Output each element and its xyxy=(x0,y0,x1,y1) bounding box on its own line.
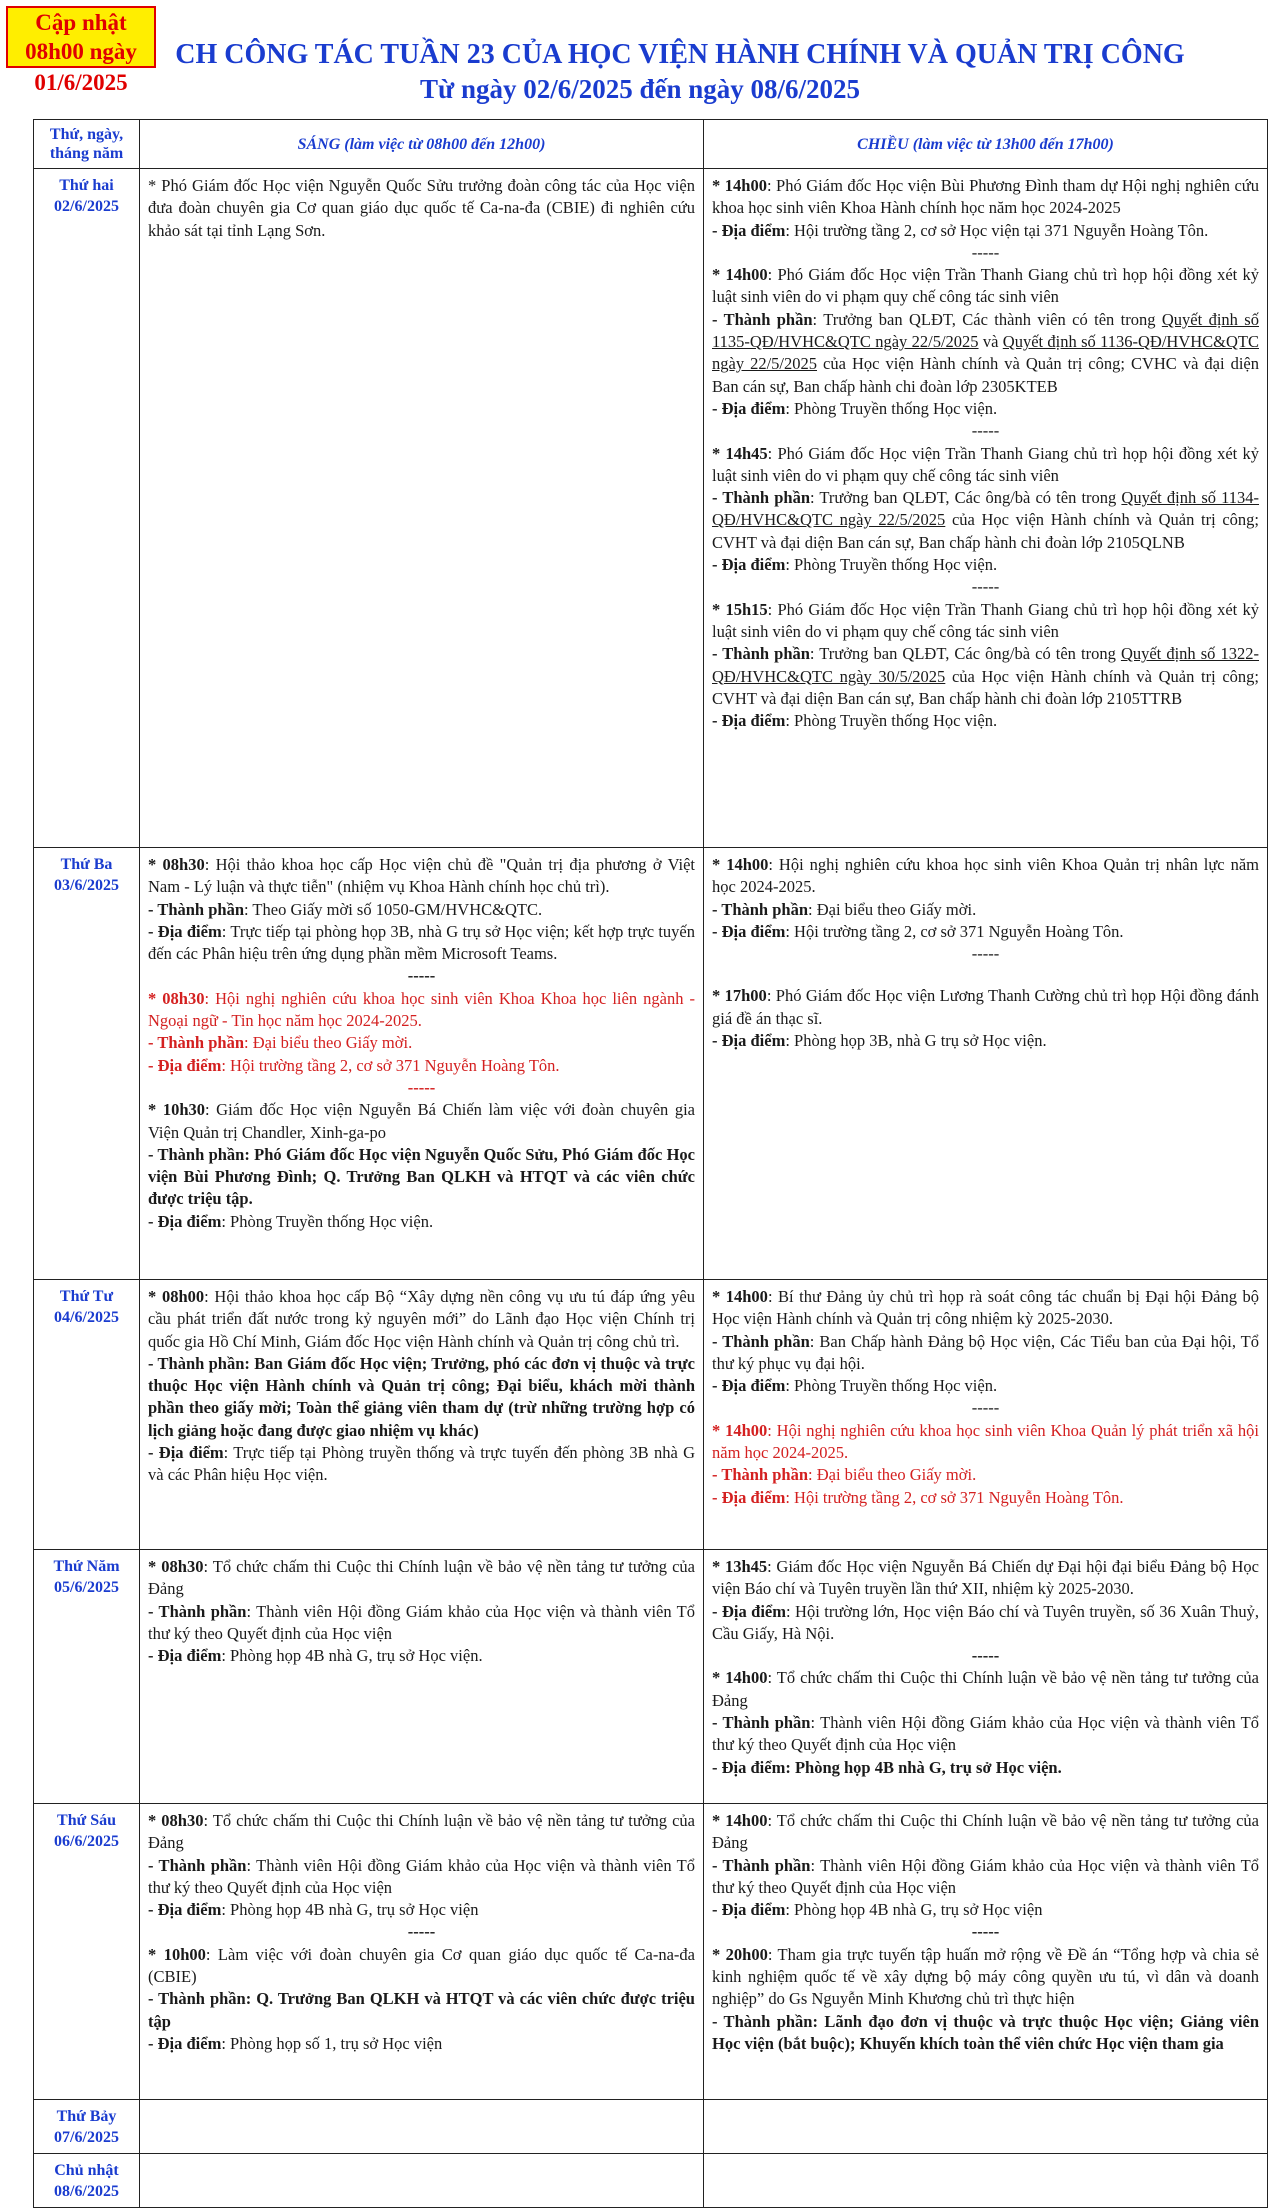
event: * 08h30: Tổ chức chấm thi Cuộc thi Chính luận về bảo vệ nền tảng tư tưởng của Đảng - Thành phần: Thành viên Hội đồng Giám khảo của Học viện và thành viên Tổ thư ký theo Quyết định của Học viện - Địa điểm: Phòng họp 4B nhà G, trụ sở Học viện. xyxy=(148,1557,696,1666)
page-subtitle: Từ ngày 02/6/2025 đến ngày 08/6/2025 xyxy=(419,74,860,104)
event: * 14h45: Phó Giám đốc Học viện Trần Thanh Giang chủ trì họp hội đồng xét kỷ luật sinh viên do vi phạm quy chế công tác sinh viên - Thành phần: Trưởng ban QLĐT, Các ông/bà có tên trong Quyết định số 1134-QĐ/HVHC&QTC ngày 22/5/2025 của Học viện Hành chính và Quản trị công; CVHT và đại diện Ban cán sự, Ban chấp hành chi đoàn lớp 2105QLNB - Địa điểm: Phòng Truyền thống Học viện. xyxy=(712,443,1260,575)
page-title: CH CÔNG TÁC TUẦN 23 CỦA HỌC VIỆN HÀNH CHÍNH VÀ QUẢN TRỊ CÔNG xyxy=(175,39,1185,70)
afternoon-cell xyxy=(704,169,1268,848)
event: * 14h00: Tổ chức chấm thi Cuộc thi Chính luận về bảo vệ nền tảng tư tưởng của Đảng - Thành phần: Thành viên Hội đồng Giám khảo của Học viện và thành viên Tổ thư ký theo Quyết định của Học viện - Địa điểm: Phòng họp 4B nhà G, trụ sở Học viện. xyxy=(712,1668,1260,1777)
badge-line-2: 08h00 ngày xyxy=(6,37,156,68)
morning-cell xyxy=(140,1804,704,2100)
afternoon-cell xyxy=(704,1804,1268,2100)
afternoon-cell xyxy=(704,2154,1268,2208)
column-header-morning: SÁNG (làm việc từ 08h00 đến 12h00) xyxy=(140,120,704,169)
event: * 14h00: Bí thư Đảng ủy chủ trì họp rà soát công tác chuẩn bị Đại hội Đảng bộ Học viện Hành chính và Quản trị công nhiệm kỳ 2025-2030. - Thành phần: Ban Chấp hành Đảng bộ Học viện, Các Tiểu ban của Đại hội, Tổ thư ký phục vụ đại hội. - Địa điểm: Phòng Truyền thống Học viện. xyxy=(712,1287,1259,1396)
separator: ----- xyxy=(971,944,1000,964)
separator: ----- xyxy=(407,1077,436,1097)
day-cell: Thứ Năm 05/6/2025 xyxy=(34,1550,140,1804)
event: * 08h30: Tổ chức chấm thi Cuộc thi Chính luận về bảo vệ nền tảng tư tưởng của Đảng - Thành phần: Thành viên Hội đồng Giám khảo của Học viện và thành viên Tổ thư ký theo Quyết định của Học viện - Địa điểm: Phòng họp 4B nhà G, trụ sở Học viện xyxy=(148,1811,696,1920)
badge-line-3: 01/6/2025 xyxy=(34,70,128,95)
morning-cell xyxy=(140,2154,704,2208)
day-cell: Thứ hai 02/6/2025 xyxy=(34,169,140,848)
event: * 14h00: Phó Giám đốc Học viện Trần Thanh Giang chủ trì họp hội đồng xét kỷ luật sinh viên do vi phạm quy chế công tác sinh viên - Thành phần: Trưởng ban QLĐT, Các thành viên có tên trong Quyết định số 1135-QĐ/HVHC&QTC ngày 22/5/2025 và Quyết định số 1136-QĐ/HVHC&QTC ngày 22/5/2025 của Học viện Hành chính và Quản trị công; CVHC và đại diện Ban cán sự, Ban chấp hành chi đoàn lớp 2305KTEB - Địa điểm: Phòng Truyền thống Học viện. xyxy=(712,265,1259,418)
day-row-wednesday xyxy=(34,1280,1268,1550)
day-cell: Thứ Ba 03/6/2025 xyxy=(34,848,140,1280)
schedule-table xyxy=(33,119,1268,2208)
decision-link[interactable]: Quyết định số 1135-QĐ/HVHC&QTC ngày 22/5/2025 xyxy=(712,309,1259,352)
day-cell: Chủ nhật 08/6/2025 xyxy=(34,2154,140,2208)
decision-link[interactable]: Quyết định số 1322-QĐ/HVHC&QTC ngày 30/5/2025 xyxy=(712,644,1260,686)
morning-cell xyxy=(140,1280,704,1550)
event: * Phó Giám đốc Học viện Nguyễn Quốc Sửu trưởng đoàn công tác của Học viện đưa đoàn chuyên gia Cơ quan giáo dục quốc tế Ca-na-đa (CBIE) đi nghiên cứu khảo sát tại tỉnh Lạng Sơn. xyxy=(148,176,695,240)
event: * 14h00: Phó Giám đốc Học viện Bùi Phương Đình tham dự Hội nghị nghiên cứu khoa học sinh viên Khoa Hành chính học năm học 2024-2025 - Địa điểm: Hội trường tầng 2, cơ sở Học viện tại 371 Nguyễn Hoàng Tôn. xyxy=(712,176,1259,240)
afternoon-cell xyxy=(704,848,1268,1280)
event: * 14h00: Tổ chức chấm thi Cuộc thi Chính luận về bảo vệ nền tảng tư tưởng của Đảng - Thành phần: Thành viên Hội đồng Giám khảo của Học viện và thành viên Tổ thư ký theo Quyết định của Học viện - Địa điểm: Phòng họp 4B nhà G, trụ sở Học viện xyxy=(712,1811,1260,1920)
afternoon-cell xyxy=(704,1550,1268,1804)
event: * 15h15: Phó Giám đốc Học viện Trần Thanh Giang chủ trì họp hội đồng xét kỷ luật sinh viên do vi phạm quy chế công tác sinh viên - Thành phần: Trưởng ban QLĐT, Các ông/bà có tên trong Quyết định số 1322-QĐ/HVHC&QTC ngày 30/5/2025 của Học viện Hành chính và Quản trị công; CVHT và đại diện Ban cán sự, Ban chấp hành chi đoàn lớp 2105TTRB - Địa điểm: Phòng Truyền thống Học viện. xyxy=(712,599,1260,731)
decision-link[interactable]: Quyết định số 1134-QĐ/HVHC&QTC ngày 22/5/2025 xyxy=(712,488,1260,530)
afternoon-cell xyxy=(704,1280,1268,1550)
day-row-saturday xyxy=(34,2100,1268,2154)
page-header xyxy=(0,38,1280,106)
separator: ----- xyxy=(971,1922,1000,1942)
event-highlighted: * 14h00: Hội nghị nghiên cứu khoa học sinh viên Khoa Quản lý phát triển xã hội năm học 2024-2025. - Thành phần: Đại biểu theo Giấy mời. - Địa điểm: Hội trường tầng 2, cơ sở 371 Nguyễn Hoàng Tôn. xyxy=(712,1420,1259,1507)
event: * 17h00: Phó Giám đốc Học viện Lương Thanh Cường chủ trì họp Hội đồng đánh giá đề án thạc sĩ. - Địa điểm: Phòng họp 3B, nhà G trụ sở Học viện. xyxy=(712,986,1259,1051)
column-header-day: Thứ, ngày, tháng năm xyxy=(34,120,140,169)
morning-cell xyxy=(140,1550,704,1804)
day-row-sunday xyxy=(34,2154,1268,2208)
decision-link[interactable]: Quyết định số 1136-QĐ/HVHC&QTC ngày 22/5/2025 xyxy=(712,332,1259,374)
day-row-thursday xyxy=(34,1550,1268,1804)
day-cell: Thứ Tư 04/6/2025 xyxy=(34,1280,140,1550)
event: * 13h45: Giám đốc Học viện Nguyễn Bá Chiến dự Đại hội đại biểu Đảng bộ Học viện Báo chí và Tuyên truyền lần thứ XII, nhiệm kỳ 2025-2030. - Địa điểm: Hội trường lớn, Học viện Báo chí và Tuyên truyền, số 36 Xuân Thuỷ, Cầu Giấy, Hà Nội. xyxy=(712,1557,1260,1643)
day-cell: Thứ Bảy 07/6/2025 xyxy=(34,2100,140,2154)
day-row-friday xyxy=(34,1804,1268,2100)
separator: ----- xyxy=(971,1398,1000,1418)
morning-cell xyxy=(140,2100,704,2154)
separator: ----- xyxy=(971,242,1000,262)
event: * 10h00: Làm việc với đoàn chuyên gia Cơ quan giáo dục quốc tế Ca-na-đa (CBIE) - Thành phần: Q. Trưởng Ban QLKH và HTQT và các viên chức được triệu tập - Địa điểm: Phòng họp số 1, trụ sở Học viện xyxy=(148,1944,695,2053)
event: * 20h00: Tham gia trực tuyến tập huấn mở rộng về Đề án “Tổng hợp và chia sẻ kinh nghiệm quốc tế về xây dựng bộ máy công quyền ưu tú, vì dân và doanh nghiệp” do Gs Nguyễn Minh Khương chủ trì thực hiện - Thành phần: Lãnh đạo đơn vị thuộc và trực thuộc Học viện; Giảng viên Học viện (bắt buộc); Khuyến khích toàn thể viên chức Học viện tham gia xyxy=(712,1944,1260,2053)
event: * 14h00: Hội nghị nghiên cứu khoa học sinh viên Khoa Quản trị nhân lực năm học 2024-2025. - Thành phần: Đại biểu theo Giấy mời. - Địa điểm: Hội trường tầng 2, cơ sở 371 Nguyễn Hoàng Tôn. xyxy=(712,855,1259,941)
day-row-monday xyxy=(34,169,1268,848)
header-row xyxy=(34,120,1268,169)
separator: ----- xyxy=(407,1922,436,1942)
day-row-tuesday xyxy=(34,848,1268,1280)
column-header-afternoon: CHIỀU (làm việc từ 13h00 đến 17h00) xyxy=(704,120,1268,169)
badge-line-1: Cập nhật xyxy=(6,6,156,37)
morning-cell xyxy=(140,848,704,1280)
morning-cell xyxy=(140,169,704,848)
separator: ----- xyxy=(971,577,1000,597)
day-cell: Thứ Sáu 06/6/2025 xyxy=(34,1804,140,2100)
afternoon-cell xyxy=(704,2100,1268,2154)
separator: ----- xyxy=(971,1646,1000,1666)
separator: ----- xyxy=(407,966,436,986)
separator: ----- xyxy=(971,421,1000,441)
update-badge xyxy=(6,6,156,106)
event: * 08h00: Hội thảo khoa học cấp Bộ “Xây dựng nền công vụ ưu tú đáp ứng yêu cầu phát triển đất nước trong kỷ nguyên mới” do Lãnh đạo Học viện Chính trị quốc gia Hồ Chí Minh, Giám đốc Học viện Hành chính và Quản trị công chủ trì. - Thành phần: Ban Giám đốc Học viện; Trưởng, phó các đơn vị thuộc và trực thuộc Học viện Hành chính và Quản trị công; Đại biểu, khách mời thành phần theo giấy mời; Toàn thể giảng viên tham dự (trừ những trường hợp có lịch giảng hoặc đang được giao nhiệm vụ khác) - Địa điểm: Trực tiếp tại Phòng truyền thống và trực tuyến đến phòng 3B nhà G và các Phân hiệu Học viện. xyxy=(148,1287,695,1485)
event-highlighted: * 08h30: Hội nghị nghiên cứu khoa học sinh viên Khoa Khoa học liên ngành - Ngoại ngữ - Tin học năm học 2024-2025. - Thành phần: Đại biểu theo Giấy mời. - Địa điểm: Hội trường tầng 2, cơ sở 371 Nguyễn Hoàng Tôn. xyxy=(148,988,695,1075)
event: * 08h30: Hội thảo khoa học cấp Học viện chủ đề "Quản trị địa phương ở Việt Nam - Lý luận và thực tiễn" (nhiệm vụ Khoa Hành chính học chủ trì). - Thành phần: Theo Giấy mời số 1050-GM/HVHC&QTC. - Địa điểm: Trực tiếp tại phòng họp 3B, nhà G trụ sở Học viện; kết hợp trực tuyến đến các Phân hiệu trên ứng dụng phần mềm Microsoft Teams. xyxy=(148,855,696,964)
event: * 10h30: Giám đốc Học viện Nguyễn Bá Chiến làm việc với đoàn chuyên gia Viện Quản trị Chandler, Xinh-ga-po - Thành phần: Phó Giám đốc Học viện Nguyễn Quốc Sửu, Phó Giám đốc Học viện Bùi Phương Đình; Q. Trưởng Ban QLKH và HTQT và các viên chức được triệu tập. - Địa điểm: Phòng Truyền thống Học viện. xyxy=(148,1100,695,1231)
